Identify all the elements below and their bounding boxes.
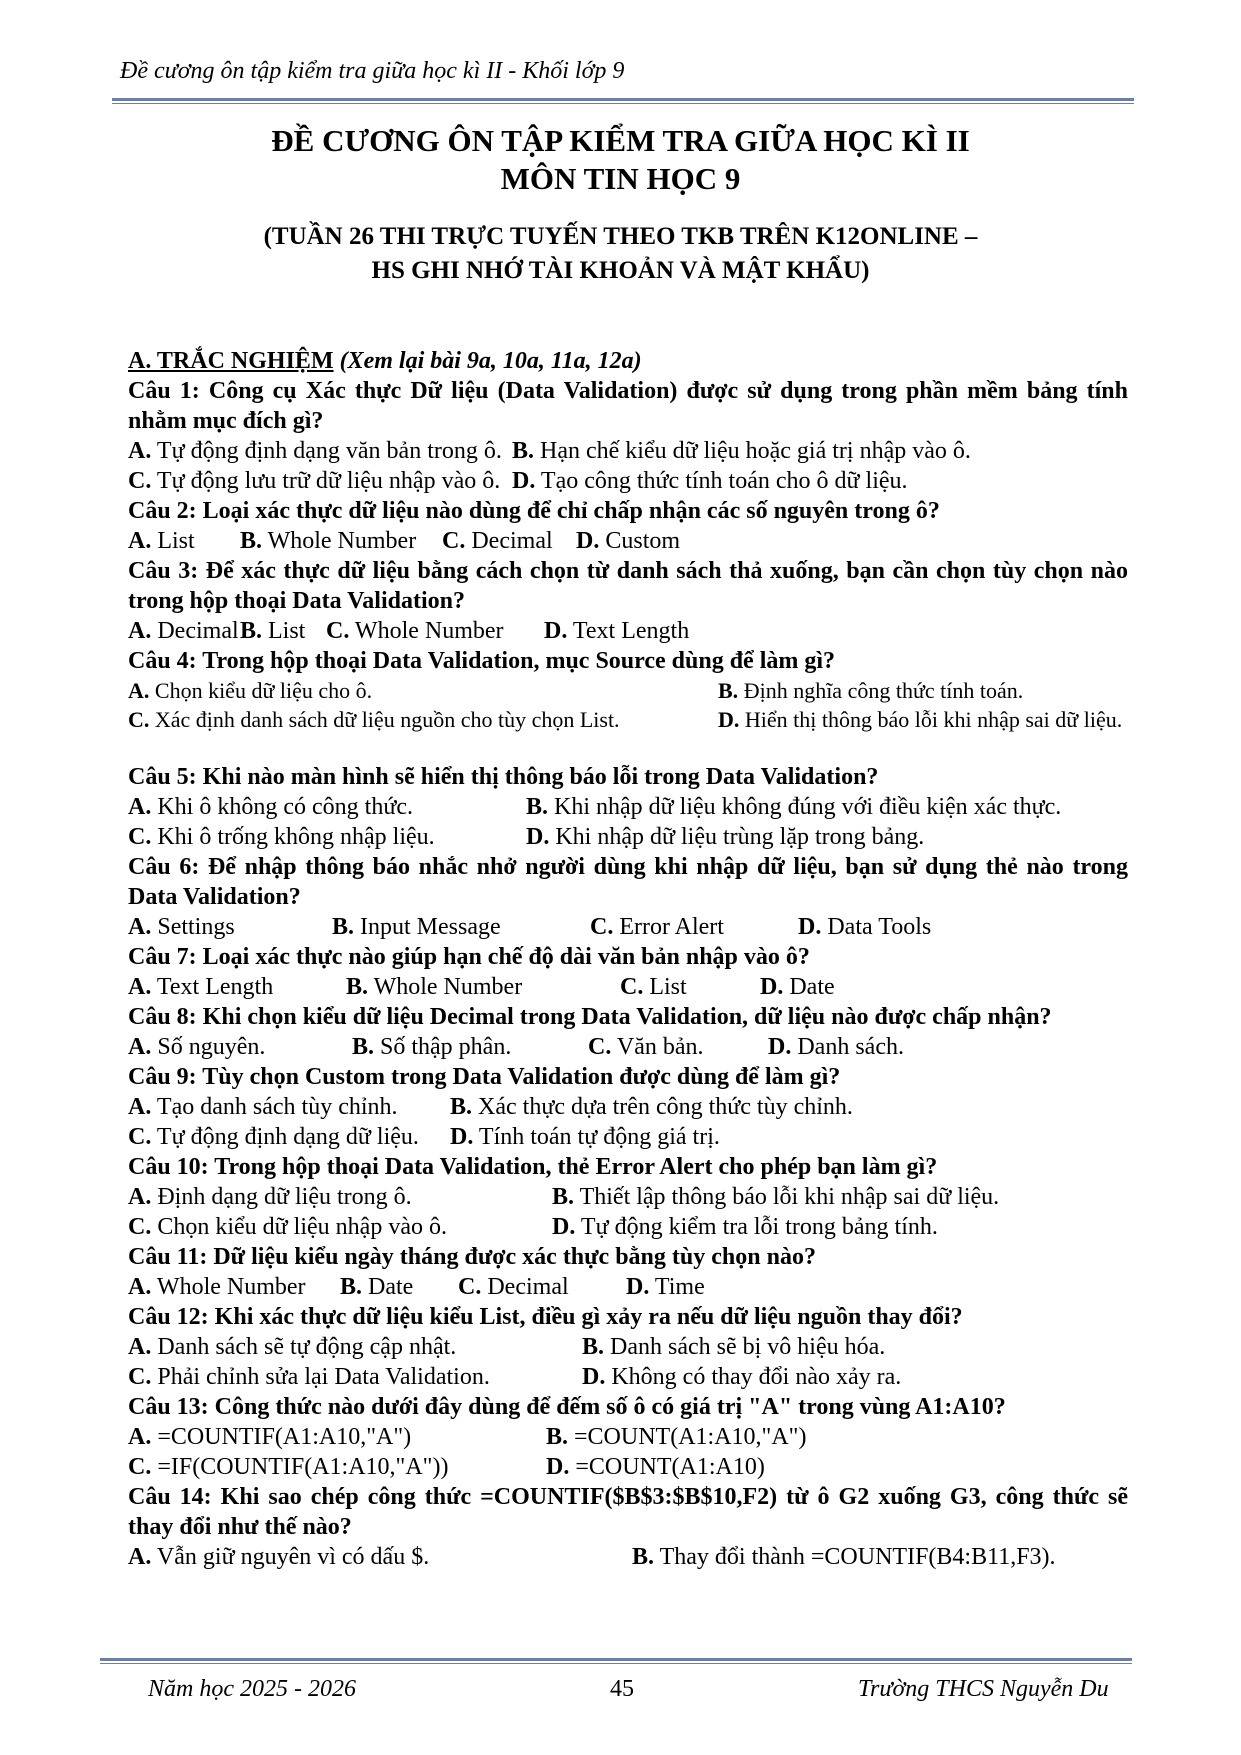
question-12: Câu 12: Khi xác thực dữ liệu kiểu List, điều gì xảy ra nếu dữ liệu nguồn thay đổi? [128, 1304, 963, 1330]
options-row [128, 676, 1128, 706]
option-c: C. Error Alert [590, 914, 724, 940]
option-b: B. Thay đổi thành =COUNTIF(B4:B11,F3). [632, 1544, 1056, 1570]
option-c: C. List [620, 974, 687, 1000]
question-13: Câu 13: Công thức nào dưới đây dùng để đếm số ô có giá trị "A" trong vùng A1:A10? [128, 1394, 1006, 1420]
section-heading [128, 346, 1128, 376]
option-b: B. Whole Number [346, 974, 523, 1000]
option-b: B. Date [340, 1274, 414, 1300]
question-11: Câu 11: Dữ liệu kiểu ngày tháng được xác thực bằng tùy chọn nào? [128, 1244, 816, 1270]
option-c: C. Decimal [442, 528, 553, 554]
options-row [128, 466, 1128, 496]
option-c: C. Phải chỉnh sửa lại Data Validation. [128, 1364, 490, 1390]
option-d: D. Khi nhập dữ liệu trùng lặp trong bảng. [526, 824, 925, 850]
option-a: A. Tạo danh sách tùy chỉnh. [128, 1094, 398, 1120]
options-row [128, 1362, 1128, 1392]
option-a: A. Khi ô không có công thức. [128, 794, 413, 820]
options-row [128, 1332, 1128, 1362]
option-c: C. Decimal [458, 1274, 569, 1300]
options-row [128, 912, 1128, 942]
option-d: D. Custom [576, 528, 681, 554]
option-d: D. Tạo công thức tính toán cho ô dữ liệu. [512, 468, 908, 494]
option-b: B. Thiết lập thông báo lỗi khi nhập sai dữ liệu. [552, 1184, 1000, 1210]
option-d: D. Time [626, 1274, 705, 1300]
option-a: A. Tự động định dạng văn bản trong ô. [128, 438, 502, 464]
option-b: B. =COUNT(A1:A10,"A") [546, 1424, 807, 1450]
option-b: B. Xác thực dựa trên công thức tùy chỉnh. [450, 1094, 853, 1120]
running-header: Đề cương ôn tập kiểm tra giữa học kì II - Khối lớp 9 [120, 58, 625, 84]
option-a: A. Vẫn giữ nguyên vì có dấu $. [128, 1544, 430, 1570]
option-d: D. Data Tools [798, 914, 932, 940]
question-6: Câu 6: Để nhập thông báo nhắc nhở người dùng khi nhập dữ liệu, bạn sử dụng thẻ nào trong Data Validation? [128, 854, 1128, 910]
options-row [128, 1182, 1128, 1212]
options-row [128, 1212, 1128, 1242]
option-c: C. Xác định danh sách dữ liệu nguồn cho tùy chọn List. [128, 707, 620, 732]
options-row [128, 1032, 1128, 1062]
section-label: A. TRẮC NGHIỆM [128, 348, 334, 374]
option-a: A. Settings [128, 914, 235, 940]
option-a: A. Decimal [128, 618, 239, 644]
title-block [100, 122, 1141, 288]
options-row [128, 436, 1128, 466]
option-d: D. Danh sách. [768, 1034, 904, 1060]
option-c: C. Chọn kiểu dữ liệu nhập vào ô. [128, 1214, 447, 1240]
option-d: D. =COUNT(A1:A10) [546, 1454, 765, 1480]
option-a: A. =COUNTIF(A1:A10,"A") [128, 1424, 412, 1450]
option-d: D. Hiển thị thông báo lỗi khi nhập sai dữ liệu. [718, 707, 1123, 732]
options-row [128, 822, 1128, 852]
option-d: D. Không có thay đổi nào xảy ra. [582, 1364, 902, 1390]
option-c: C. Whole Number [326, 618, 504, 644]
header-rule [112, 98, 1134, 101]
option-b: B. Định nghĩa công thức tính toán. [718, 678, 1024, 703]
document-title: ĐỀ CƯƠNG ÔN TẬP KIỂM TRA GIỮA HỌC KÌ II [271, 123, 970, 158]
question-1: Câu 1: Công cụ Xác thực Dữ liệu (Data Validation) được sử dụng trong phần mềm bảng tính nhằm mục đích gì? [128, 378, 1128, 434]
header-rule-thin [112, 103, 1134, 104]
question-content [128, 346, 1128, 1572]
option-a: A. Danh sách sẽ tự động cập nhật. [128, 1334, 457, 1360]
footer-rule-thin [100, 1663, 1132, 1664]
option-c: C. Tự động định dạng dữ liệu. [128, 1124, 419, 1150]
option-b: B. List [240, 618, 306, 644]
option-b: B. Khi nhập dữ liệu không đúng với điều kiện xác thực. [526, 794, 1062, 820]
options-row [128, 526, 1128, 556]
option-a: A. Số nguyên. [128, 1034, 266, 1060]
option-b: B. Input Message [332, 914, 501, 940]
option-d: D. Text Length [544, 618, 690, 644]
footer-rule [100, 1658, 1132, 1661]
option-c: C. Tự động lưu trữ dữ liệu nhập vào ô. [128, 468, 501, 494]
exam-note-line-1: (TUẦN 26 THI TRỰC TUYẾN THEO TKB TRÊN K12ONLINE – [263, 223, 978, 250]
options-row [128, 616, 1128, 646]
footer-school-year: Năm học 2025 - 2026 [148, 1676, 356, 1702]
question-9: Câu 9: Tùy chọn Custom trong Data Validation được dùng để làm gì? [128, 1064, 841, 1090]
options-row [128, 1542, 1128, 1572]
options-row [128, 1272, 1128, 1302]
question-14: Câu 14: Khi sao chép công thức =COUNTIF($B$3:$B$10,F2) từ ô G2 xuống G3, công thức sẽ thay đổi như thế nào? [128, 1484, 1128, 1540]
page-number: 45 [610, 1676, 634, 1702]
option-b: B. Số thập phân. [352, 1034, 512, 1060]
options-row [128, 972, 1128, 1002]
footer-school-name: Trường THCS Nguyễn Du [858, 1676, 1109, 1702]
section-note: (Xem lại bài 9a, 10a, 11a, 12a) [339, 348, 642, 374]
option-c: C. Khi ô trống không nhập liệu. [128, 824, 435, 850]
option-b: B. Hạn chế kiểu dữ liệu hoặc giá trị nhập vào ô. [512, 438, 971, 464]
question-5: Câu 5: Khi nào màn hình sẽ hiển thị thông báo lỗi trong Data Validation? [128, 764, 879, 790]
option-a: A. Chọn kiểu dữ liệu cho ô. [128, 678, 373, 703]
options-row [128, 792, 1128, 822]
option-a: A. Whole Number [128, 1274, 306, 1300]
option-d: D. Tính toán tự động giá trị. [450, 1124, 720, 1150]
question-2: Câu 2: Loại xác thực dữ liệu nào dùng để chỉ chấp nhận các số nguyên trong ô? [128, 498, 940, 524]
option-c: C. Văn bản. [588, 1034, 704, 1060]
subject-title: MÔN TIN HỌC 9 [500, 161, 741, 196]
question-8: Câu 8: Khi chọn kiểu dữ liệu Decimal trong Data Validation, dữ liệu nào được chấp nhận? [128, 1004, 1052, 1030]
options-row-wrapped [128, 706, 1128, 762]
question-3: Câu 3: Để xác thực dữ liệu bằng cách chọn từ danh sách thả xuống, bạn cần chọn tùy chọn nào trong hộp thoại Data Validation? [128, 558, 1128, 614]
option-a: A. Text Length [128, 974, 274, 1000]
option-d: D. Tự động kiểm tra lỗi trong bảng tính. [552, 1214, 938, 1240]
question-7: Câu 7: Loại xác thực nào giúp hạn chế độ dài văn bản nhập vào ô? [128, 944, 810, 970]
option-a: A. Định dạng dữ liệu trong ô. [128, 1184, 412, 1210]
options-row [128, 1122, 1128, 1152]
options-row [128, 1422, 1128, 1452]
options-row [128, 1092, 1128, 1122]
option-d: D. Date [760, 974, 835, 1000]
question-4: Câu 4: Trong hộp thoại Data Validation, mục Source dùng để làm gì? [128, 648, 836, 674]
question-10: Câu 10: Trong hộp thoại Data Validation, thẻ Error Alert cho phép bạn làm gì? [128, 1154, 938, 1180]
option-b: B. Whole Number [240, 528, 417, 554]
exam-note-line-2: HS GHI NHỚ TÀI KHOẢN VÀ MẬT KHẨU) [371, 257, 870, 284]
options-row [128, 1452, 1128, 1482]
option-c: C. =IF(COUNTIF(A1:A10,"A")) [128, 1454, 449, 1480]
option-a: A. List [128, 528, 195, 554]
option-b: B. Danh sách sẽ bị vô hiệu hóa. [582, 1334, 886, 1360]
